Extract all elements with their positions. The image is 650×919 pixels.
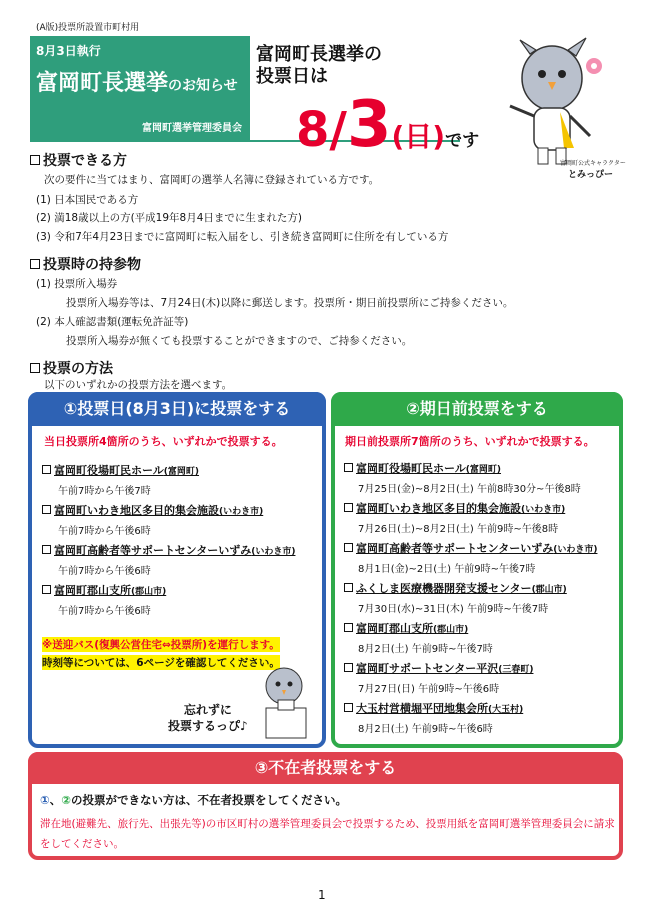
separator: 、	[49, 793, 62, 807]
early-place	[344, 460, 501, 476]
date-day: 3	[346, 88, 392, 162]
place-name: 富岡町高齢者等サポートセンターいずみ	[356, 542, 554, 555]
circle-one: ①	[40, 793, 50, 807]
checkbox-icon	[344, 703, 353, 712]
place-name: 富岡町役場町民ホール	[356, 462, 466, 475]
mascot-illustration	[490, 36, 620, 176]
place-hours: 7月27日(日) 午前9時~午後6時	[358, 684, 500, 695]
document-label: (A版)投票所設置市町村用	[36, 23, 140, 33]
dont-forget-line2: 投票するっぴ♪	[168, 719, 248, 733]
place-name: 富岡町いわき地区多目的集会施設	[356, 502, 521, 515]
place-area: (大玉村)	[488, 705, 524, 715]
big-date	[296, 88, 479, 162]
checkbox-icon	[30, 363, 40, 373]
checkbox-icon	[344, 463, 353, 472]
checkbox-icon	[344, 663, 353, 672]
place-hours: 8月1日(金)~2日(土) 午前9時~午後7時	[358, 564, 536, 575]
place-area: (三春町)	[498, 665, 534, 675]
exec-date: 8月3日執行	[36, 44, 101, 58]
section2-item1-body: 投票所入場券等は、7月24日(木)以降に郵送します。投票所・期日前投票所にご持参ください。	[66, 297, 514, 309]
election-place	[42, 542, 295, 558]
date-month: 8/	[296, 102, 347, 158]
section1-title-text: 投票できる方	[43, 153, 127, 169]
place-hours: 8月2日(土) 午前9時~午後6時	[358, 724, 493, 735]
section3-title-text: 投票の方法	[43, 361, 113, 377]
dont-forget-line1: 忘れずに	[183, 703, 232, 717]
place-area: (郡山市)	[131, 587, 167, 597]
bus-note: ※送迎バス(復興公営住宅⇔投票所)を運行します。	[42, 639, 280, 651]
early-place	[344, 700, 523, 716]
place-hours: 午前7時から午後6時	[58, 526, 151, 537]
place-name: 富岡町郡山支所	[356, 622, 433, 635]
section2-title	[30, 254, 141, 274]
checkbox-icon	[30, 155, 40, 165]
place-name: 富岡町高齢者等サポートセンターいずみ	[54, 544, 252, 557]
place-name: 富岡町サポートセンター平沢	[356, 662, 499, 675]
date-weekday: (日)	[391, 120, 446, 153]
title-main	[36, 66, 238, 97]
section2-item1-title: (1) 投票所入場券	[36, 278, 118, 290]
checkbox-icon	[30, 259, 40, 269]
headline-line2: 投票日は	[256, 66, 328, 87]
section1-item: (1) 日本国民である方	[36, 194, 139, 206]
section1-title	[30, 150, 127, 170]
section2-item2-body: 投票所入場券が無くても投票することができますので、ご持参ください。	[66, 335, 413, 347]
section1-item: (3) 令和7年4月23日までに富岡町に転入届をし、引き続き富岡町に住所を有している方	[36, 231, 449, 243]
election-place	[42, 462, 199, 478]
absentee-line1	[40, 792, 347, 808]
election-place	[42, 582, 166, 598]
early-place	[344, 580, 567, 596]
dont-forget-text	[168, 702, 248, 734]
section1-intro: 次の要件に当てはまり、富岡町の選挙人名簿に登録されている方です。	[44, 174, 380, 186]
section2-item2-title: (2) 本人確認書類(運転免許証等)	[36, 316, 189, 328]
section3-intro: 以下のいずれかの投票方法を選べます。	[44, 379, 233, 391]
timetable-note: 時刻等については、6ページを確認してください。	[42, 657, 280, 669]
mascot-caption-name: とみっぴー	[568, 170, 614, 180]
early-place	[344, 500, 565, 516]
section3-title	[30, 358, 113, 378]
early-place	[344, 660, 533, 676]
early-place	[344, 540, 597, 556]
circle-two: ②	[61, 793, 71, 807]
election-place	[42, 502, 263, 518]
place-hours: 8月2日(土) 午前9時~午後7時	[358, 644, 493, 655]
place-hours: 7月25日(金)~8月2日(土) 午前8時30分~午後8時	[358, 484, 581, 495]
place-area: (いわき市)	[219, 507, 264, 517]
section2-title-text: 投票時の持参物	[43, 257, 141, 273]
place-hours: 7月30日(水)~31日(木) 午前9時~午後7時	[358, 604, 549, 615]
election-day-header: ①投票日(8月3日)に投票をする	[28, 392, 326, 426]
headline-line1: 富岡町長選挙の	[256, 44, 382, 65]
checkbox-icon	[344, 623, 353, 632]
place-hours: 午前7時から午後6時	[58, 566, 151, 577]
headline	[256, 44, 382, 88]
place-area: (いわき市)	[553, 545, 598, 555]
place-name: 富岡町いわき地区多目的集会施設	[54, 504, 219, 517]
early-place	[344, 620, 468, 636]
place-area: (富岡町)	[465, 465, 502, 475]
checkbox-icon	[42, 465, 51, 474]
date-suffix: です	[445, 131, 480, 151]
checkbox-icon	[344, 503, 353, 512]
checkbox-icon	[42, 545, 51, 554]
title-box	[30, 36, 250, 140]
checkbox-icon	[42, 585, 51, 594]
place-name: 大玉村営横堀平団地集会所	[356, 702, 488, 715]
place-hours: 午前7時から午後6時	[58, 606, 151, 617]
place-name: 富岡町役場町民ホール	[54, 464, 164, 477]
title-main-text: 富岡町長選挙	[36, 71, 169, 96]
place-area: (富岡町)	[163, 467, 200, 477]
checkbox-icon	[42, 505, 51, 514]
place-area: (いわき市)	[251, 547, 296, 557]
absentee-header: ③不在者投票をする	[28, 752, 623, 784]
place-name: ふくしま医療機器開発支援センター	[356, 582, 532, 595]
org-name: 富岡町選挙管理委員会	[142, 123, 242, 134]
mini-mascot-illustration	[252, 664, 322, 744]
section1-item: (2) 満18歳以上の方(平成19年8月4日までに生まれた方)	[36, 212, 302, 224]
title-suffix: のお知らせ	[168, 78, 238, 94]
mascot-caption-small: 富岡町公式キャラクター	[560, 160, 626, 167]
place-hours: 午前7時から午後7時	[58, 486, 151, 497]
early-voting-sub: 期日前投票所7箇所のうち、いずれかで投票する。	[345, 435, 595, 448]
page-number: 1	[318, 888, 326, 902]
place-area: (郡山市)	[433, 625, 469, 635]
checkbox-icon	[344, 543, 353, 552]
checkbox-icon	[344, 583, 353, 592]
absentee-line1-text: の投票ができない方は、不在者投票をしてください。	[71, 793, 347, 807]
place-area: (郡山市)	[531, 585, 567, 595]
early-voting-header: ②期日前投票をする	[331, 392, 623, 426]
place-name: 富岡町郡山支所	[54, 584, 131, 597]
place-hours: 7月26日(土)~8月2日(土) 午前9時~午後8時	[358, 524, 559, 535]
election-day-sub: 当日投票所4箇所のうち、いずれかで投票する。	[44, 435, 283, 448]
absentee-line2: 滞在地(避難先、旅行先、出張先等)の市区町村の選挙管理委員会で投票するため、投票用紙を富岡町選挙管理委員会に請求をしてください。	[40, 818, 615, 850]
place-area: (いわき市)	[521, 505, 566, 515]
